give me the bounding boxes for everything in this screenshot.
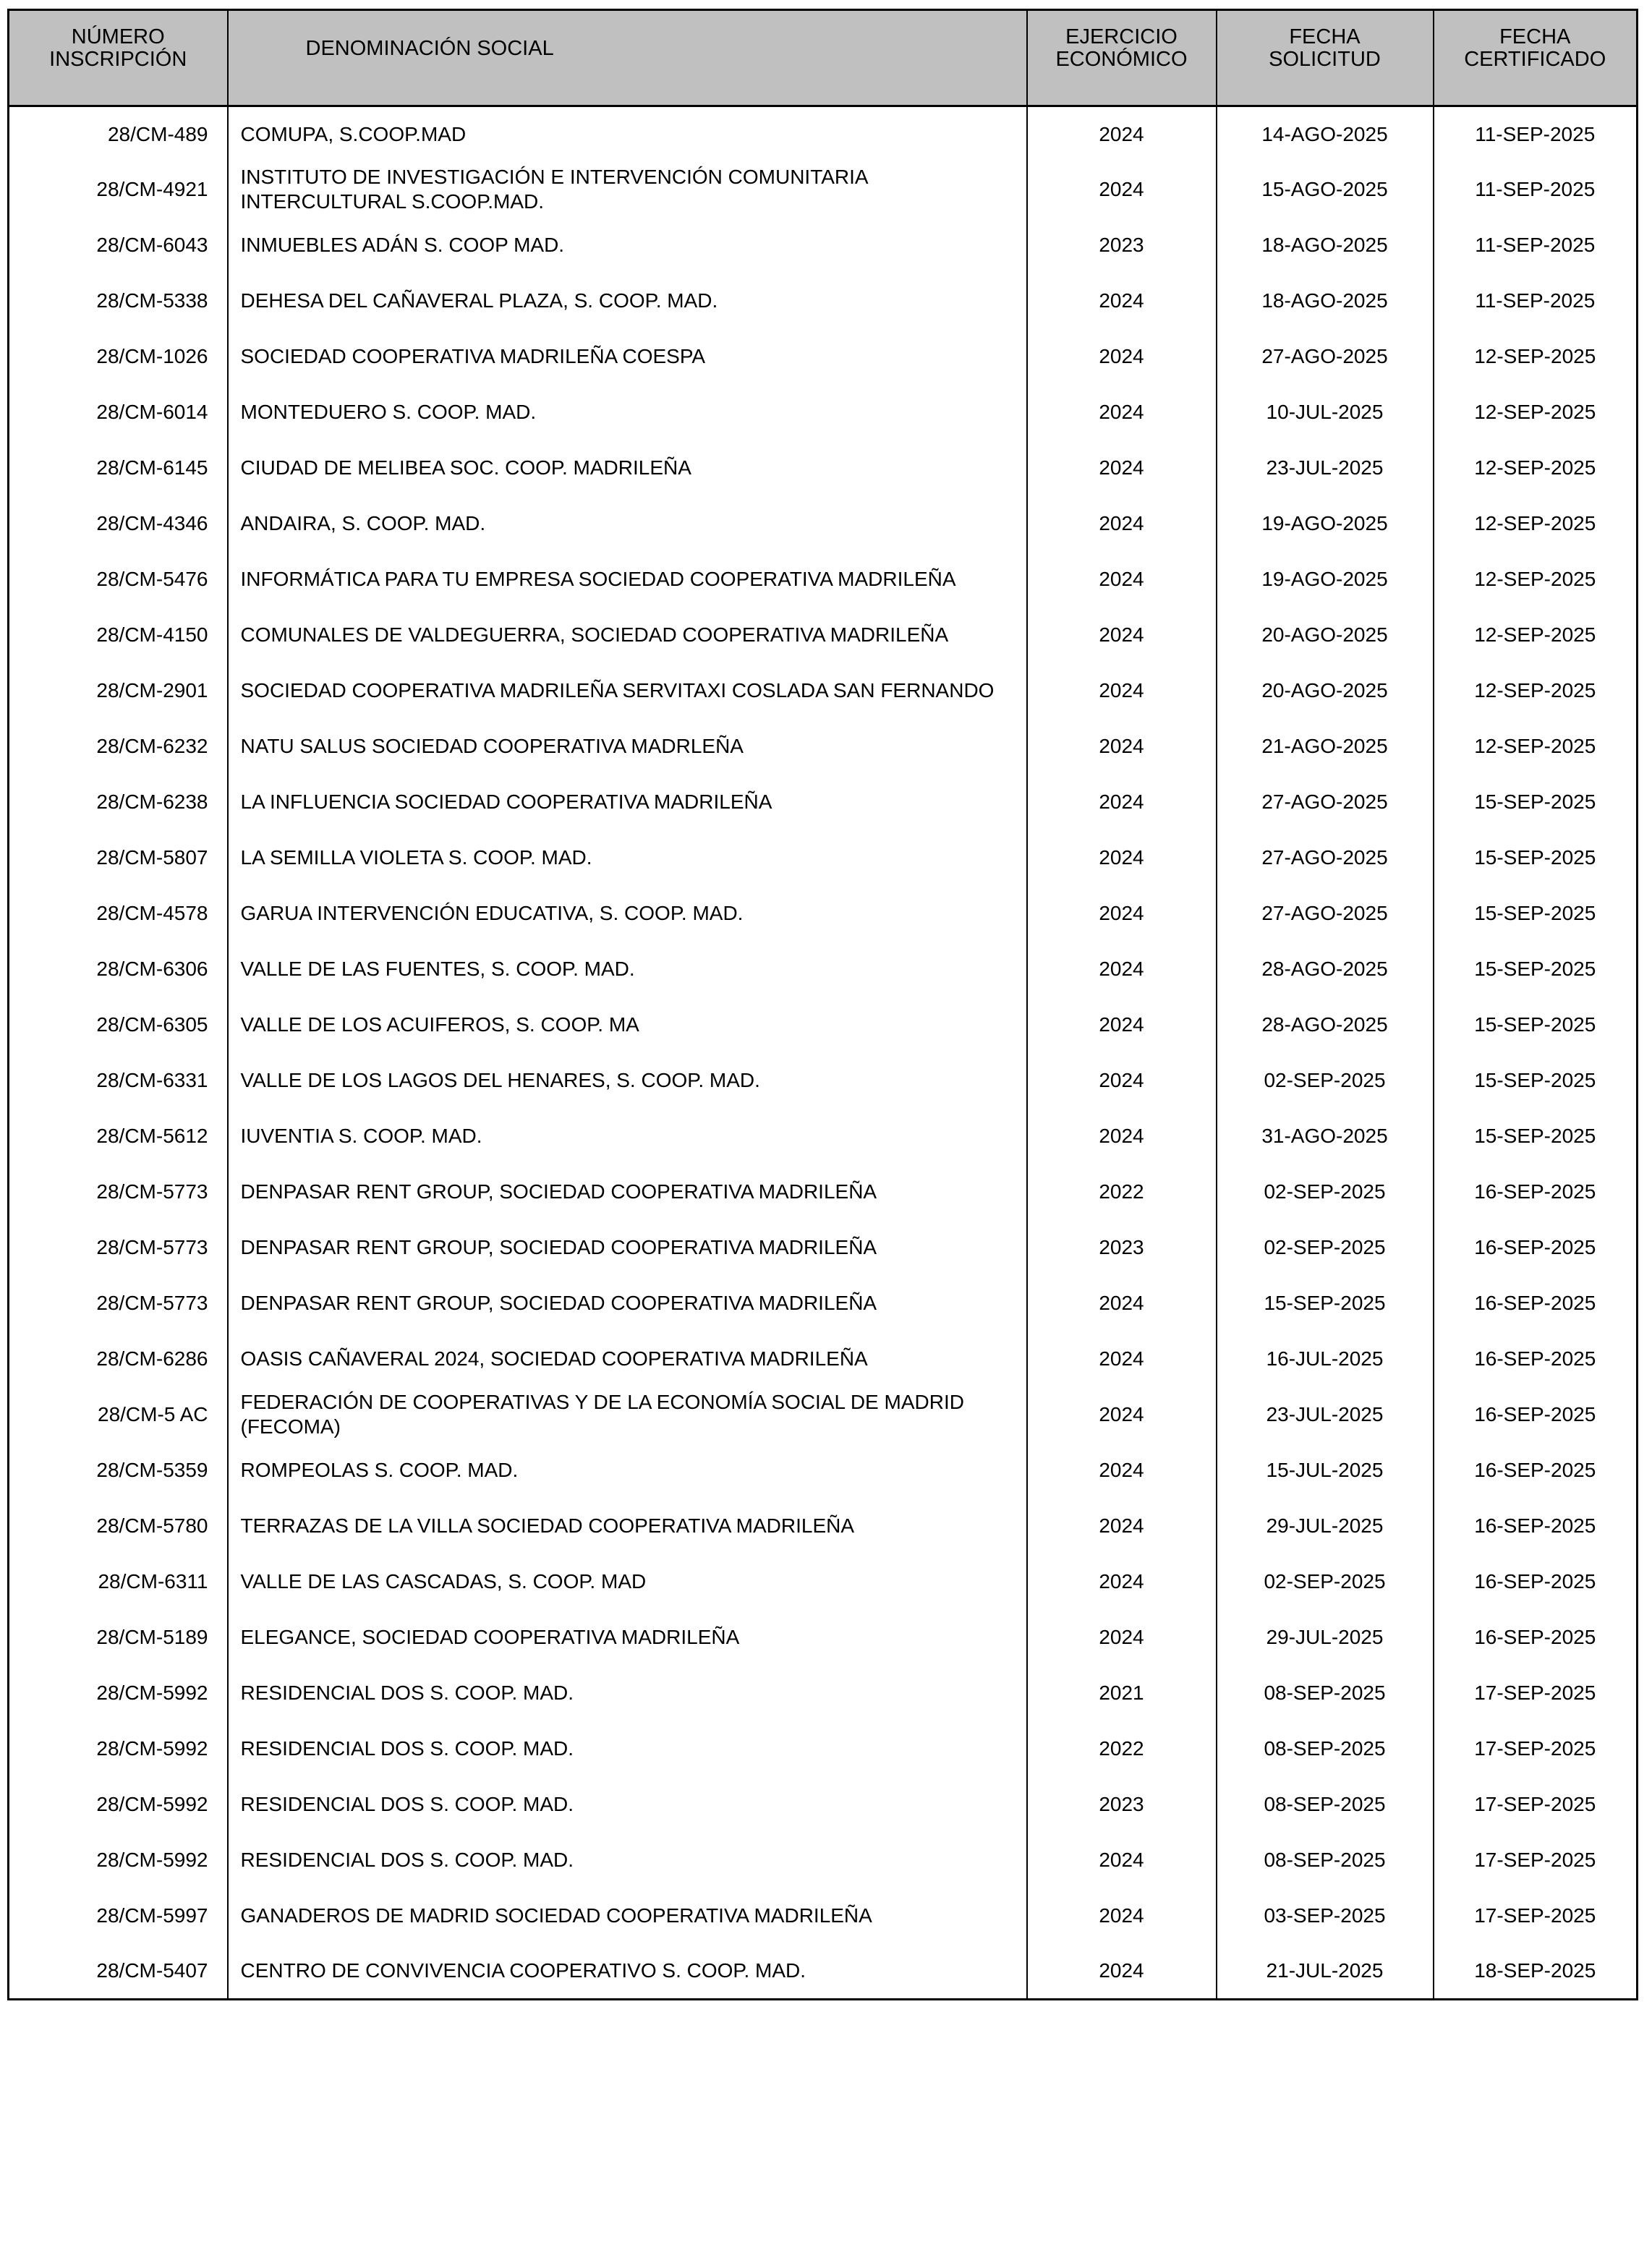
cell-fecha-solicitud: 27-AGO-2025 [1217, 775, 1434, 830]
cell-denominacion-social: RESIDENCIAL DOS S. COOP. MAD. [228, 1721, 1027, 1777]
cell-denominacion-social: VALLE DE LAS FUENTES, S. COOP. MAD. [228, 942, 1027, 997]
table-row [9, 1721, 1638, 1777]
cell-fecha-certificado: 11-SEP-2025 [1434, 218, 1638, 273]
col-header-ejercicio-economico [1027, 10, 1217, 106]
cell-ejercicio-economico: 2024 [1027, 1276, 1217, 1331]
cell-ejercicio-economico: 2024 [1027, 273, 1217, 329]
cell-fecha-solicitud: 28-AGO-2025 [1217, 942, 1434, 997]
cell-fecha-certificado: 16-SEP-2025 [1434, 1276, 1638, 1331]
table-header-row [9, 10, 1638, 106]
cell-ejercicio-economico: 2024 [1027, 1833, 1217, 1888]
cell-denominacion-social: OASIS CAÑAVERAL 2024, SOCIEDAD COOPERATIVA MADRILEÑA [228, 1331, 1027, 1387]
cell-numero-inscripcion: 28/CM-5407 [9, 1944, 228, 2000]
cell-ejercicio-economico: 2023 [1027, 218, 1217, 273]
cell-fecha-solicitud: 19-AGO-2025 [1217, 496, 1434, 552]
cell-fecha-solicitud: 15-JUL-2025 [1217, 1443, 1434, 1499]
cell-fecha-certificado: 15-SEP-2025 [1434, 1053, 1638, 1109]
cell-numero-inscripcion: 28/CM-5807 [9, 830, 228, 886]
cell-fecha-certificado: 15-SEP-2025 [1434, 830, 1638, 886]
cell-fecha-solicitud: 27-AGO-2025 [1217, 886, 1434, 942]
cell-ejercicio-economico: 2024 [1027, 830, 1217, 886]
table-row [9, 552, 1638, 608]
cell-denominacion-social: VALLE DE LAS CASCADAS, S. COOP. MAD [228, 1554, 1027, 1610]
cell-ejercicio-economico: 2024 [1027, 886, 1217, 942]
cell-ejercicio-economico: 2024 [1027, 385, 1217, 440]
cell-fecha-certificado: 16-SEP-2025 [1434, 1610, 1638, 1666]
col-header-denominacion-social [228, 10, 1027, 106]
cell-fecha-certificado: 16-SEP-2025 [1434, 1164, 1638, 1220]
cell-fecha-solicitud: 08-SEP-2025 [1217, 1721, 1434, 1777]
cell-numero-inscripcion: 28/CM-5992 [9, 1833, 228, 1888]
cell-denominacion-social: TERRAZAS DE LA VILLA SOCIEDAD COOPERATIVA MADRILEÑA [228, 1499, 1027, 1554]
cell-ejercicio-economico: 2024 [1027, 1109, 1217, 1164]
cell-fecha-certificado: 16-SEP-2025 [1434, 1499, 1638, 1554]
cell-denominacion-social: RESIDENCIAL DOS S. COOP. MAD. [228, 1666, 1027, 1721]
cell-fecha-solicitud: 03-SEP-2025 [1217, 1888, 1434, 1944]
cell-numero-inscripcion: 28/CM-6014 [9, 385, 228, 440]
cell-fecha-solicitud: 29-JUL-2025 [1217, 1499, 1434, 1554]
cell-numero-inscripcion: 28/CM-4578 [9, 886, 228, 942]
table-row [9, 106, 1638, 162]
cell-fecha-certificado: 15-SEP-2025 [1434, 775, 1638, 830]
table-row [9, 1610, 1638, 1666]
cell-denominacion-social: GARUA INTERVENCIÓN EDUCATIVA, S. COOP. MAD. [228, 886, 1027, 942]
cell-numero-inscripcion: 28/CM-6043 [9, 218, 228, 273]
table-row [9, 1109, 1638, 1164]
cell-fecha-solicitud: 02-SEP-2025 [1217, 1053, 1434, 1109]
cell-fecha-certificado: 12-SEP-2025 [1434, 719, 1638, 775]
cell-ejercicio-economico: 2024 [1027, 1554, 1217, 1610]
cell-denominacion-social: ELEGANCE, SOCIEDAD COOPERATIVA MADRILEÑA [228, 1610, 1027, 1666]
cell-numero-inscripcion: 28/CM-6286 [9, 1331, 228, 1387]
table-row [9, 1833, 1638, 1888]
table-row [9, 830, 1638, 886]
cell-denominacion-social: IUVENTIA S. COOP. MAD. [228, 1109, 1027, 1164]
cell-fecha-solicitud: 19-AGO-2025 [1217, 552, 1434, 608]
table-row [9, 1387, 1638, 1443]
cell-numero-inscripcion: 28/CM-5476 [9, 552, 228, 608]
header-line: SOLICITUD [1269, 48, 1381, 71]
header-line: INSCRIPCIÓN [49, 48, 187, 71]
table-row [9, 1666, 1638, 1721]
cell-fecha-certificado: 12-SEP-2025 [1434, 552, 1638, 608]
cell-ejercicio-economico: 2024 [1027, 1331, 1217, 1387]
cell-fecha-certificado: 12-SEP-2025 [1434, 496, 1638, 552]
table-row [9, 608, 1638, 663]
cell-ejercicio-economico: 2024 [1027, 496, 1217, 552]
cell-fecha-solicitud: 14-AGO-2025 [1217, 106, 1434, 162]
cell-denominacion-social: SOCIEDAD COOPERATIVA MADRILEÑA COESPA [228, 329, 1027, 385]
table-row [9, 1220, 1638, 1276]
cell-denominacion-social: LA SEMILLA VIOLETA S. COOP. MAD. [228, 830, 1027, 886]
cell-ejercicio-economico: 2024 [1027, 552, 1217, 608]
cell-ejercicio-economico: 2024 [1027, 440, 1217, 496]
cell-numero-inscripcion: 28/CM-6232 [9, 719, 228, 775]
cell-ejercicio-economico: 2023 [1027, 1777, 1217, 1833]
cell-ejercicio-economico: 2024 [1027, 106, 1217, 162]
cell-denominacion-social: RESIDENCIAL DOS S. COOP. MAD. [228, 1833, 1027, 1888]
cell-fecha-certificado: 11-SEP-2025 [1434, 273, 1638, 329]
cell-fecha-certificado: 16-SEP-2025 [1434, 1554, 1638, 1610]
cell-fecha-solicitud: 08-SEP-2025 [1217, 1777, 1434, 1833]
cell-ejercicio-economico: 2024 [1027, 1443, 1217, 1499]
cell-fecha-solicitud: 20-AGO-2025 [1217, 663, 1434, 719]
col-header-numero-inscripcion [9, 10, 228, 106]
cell-ejercicio-economico: 2024 [1027, 162, 1217, 218]
cell-numero-inscripcion: 28/CM-5992 [9, 1777, 228, 1833]
cell-ejercicio-economico: 2022 [1027, 1164, 1217, 1220]
cell-denominacion-social: VALLE DE LOS ACUIFEROS, S. COOP. MA [228, 997, 1027, 1053]
cell-fecha-certificado: 11-SEP-2025 [1434, 162, 1638, 218]
cell-ejercicio-economico: 2024 [1027, 997, 1217, 1053]
cell-numero-inscripcion: 28/CM-5780 [9, 1499, 228, 1554]
cell-fecha-solicitud: 20-AGO-2025 [1217, 608, 1434, 663]
cell-fecha-certificado: 15-SEP-2025 [1434, 886, 1638, 942]
cell-ejercicio-economico: 2021 [1027, 1666, 1217, 1721]
cell-fecha-certificado: 12-SEP-2025 [1434, 663, 1638, 719]
table-row [9, 775, 1638, 830]
cell-numero-inscripcion: 28/CM-5359 [9, 1443, 228, 1499]
cell-fecha-solicitud: 16-JUL-2025 [1217, 1331, 1434, 1387]
cell-numero-inscripcion: 28/CM-5997 [9, 1888, 228, 1944]
cell-numero-inscripcion: 28/CM-4921 [9, 162, 228, 218]
cell-ejercicio-economico: 2024 [1027, 942, 1217, 997]
cell-fecha-solicitud: 21-AGO-2025 [1217, 719, 1434, 775]
table-row [9, 719, 1638, 775]
table-row [9, 1888, 1638, 1944]
cell-fecha-certificado: 17-SEP-2025 [1434, 1833, 1638, 1888]
cell-denominacion-social: SOCIEDAD COOPERATIVA MADRILEÑA SERVITAXI COSLADA SAN FERNANDO [228, 663, 1027, 719]
cell-fecha-solicitud: 29-JUL-2025 [1217, 1610, 1434, 1666]
cell-denominacion-social: CIUDAD DE MELIBEA SOC. COOP. MADRILEÑA [228, 440, 1027, 496]
cell-numero-inscripcion: 28/CM-4150 [9, 608, 228, 663]
cell-fecha-solicitud: 31-AGO-2025 [1217, 1109, 1434, 1164]
cell-fecha-certificado: 17-SEP-2025 [1434, 1888, 1638, 1944]
cell-denominacion-social: DENPASAR RENT GROUP, SOCIEDAD COOPERATIVA MADRILEÑA [228, 1276, 1027, 1331]
cell-denominacion-social: DENPASAR RENT GROUP, SOCIEDAD COOPERATIVA MADRILEÑA [228, 1164, 1027, 1220]
cell-fecha-solicitud: 23-JUL-2025 [1217, 1387, 1434, 1443]
cell-fecha-certificado: 18-SEP-2025 [1434, 1944, 1638, 2000]
cell-fecha-certificado: 15-SEP-2025 [1434, 1109, 1638, 1164]
cell-numero-inscripcion: 28/CM-6305 [9, 997, 228, 1053]
cell-fecha-certificado: 12-SEP-2025 [1434, 440, 1638, 496]
cell-denominacion-social: INSTITUTO DE INVESTIGACIÓN E INTERVENCIÓN COMUNITARIA INTERCULTURAL S.COOP.MAD. [228, 162, 1027, 218]
cell-fecha-solicitud: 08-SEP-2025 [1217, 1666, 1434, 1721]
header-line: NÚMERO [71, 25, 165, 48]
cell-numero-inscripcion: 28/CM-5338 [9, 273, 228, 329]
registry-table [7, 9, 1638, 2000]
cell-denominacion-social: INMUEBLES ADÁN S. COOP MAD. [228, 218, 1027, 273]
cell-fecha-solicitud: 21-JUL-2025 [1217, 1944, 1434, 2000]
col-header-fecha-solicitud [1217, 10, 1434, 106]
cell-ejercicio-economico: 2024 [1027, 1053, 1217, 1109]
cell-denominacion-social: ANDAIRA, S. COOP. MAD. [228, 496, 1027, 552]
cell-fecha-certificado: 12-SEP-2025 [1434, 385, 1638, 440]
col-header-fecha-certificado [1434, 10, 1638, 106]
cell-numero-inscripcion: 28/CM-2901 [9, 663, 228, 719]
cell-fecha-certificado: 12-SEP-2025 [1434, 608, 1638, 663]
table-row [9, 440, 1638, 496]
cell-fecha-solicitud: 15-SEP-2025 [1217, 1276, 1434, 1331]
cell-fecha-certificado: 16-SEP-2025 [1434, 1443, 1638, 1499]
cell-ejercicio-economico: 2024 [1027, 608, 1217, 663]
cell-ejercicio-economico: 2024 [1027, 1499, 1217, 1554]
cell-numero-inscripcion: 28/CM-489 [9, 106, 228, 162]
cell-ejercicio-economico: 2024 [1027, 775, 1217, 830]
table-row [9, 663, 1638, 719]
cell-fecha-solicitud: 15-AGO-2025 [1217, 162, 1434, 218]
cell-denominacion-social: CENTRO DE CONVIVENCIA COOPERATIVO S. COOP. MAD. [228, 1944, 1027, 2000]
cell-fecha-certificado: 16-SEP-2025 [1434, 1387, 1638, 1443]
cell-numero-inscripcion: 28/CM-6145 [9, 440, 228, 496]
cell-fecha-certificado: 17-SEP-2025 [1434, 1666, 1638, 1721]
cell-fecha-solicitud: 02-SEP-2025 [1217, 1554, 1434, 1610]
cell-ejercicio-economico: 2024 [1027, 329, 1217, 385]
cell-fecha-solicitud: 23-JUL-2025 [1217, 440, 1434, 496]
cell-fecha-solicitud: 02-SEP-2025 [1217, 1164, 1434, 1220]
table-row [9, 273, 1638, 329]
cell-numero-inscripcion: 28/CM-5773 [9, 1220, 228, 1276]
cell-ejercicio-economico: 2024 [1027, 663, 1217, 719]
header-line: DENOMINACIÓN SOCIAL [305, 36, 554, 60]
cell-fecha-certificado: 11-SEP-2025 [1434, 106, 1638, 162]
cell-denominacion-social: VALLE DE LOS LAGOS DEL HENARES, S. COOP. MAD. [228, 1053, 1027, 1109]
cell-numero-inscripcion: 28/CM-5612 [9, 1109, 228, 1164]
cell-denominacion-social: RESIDENCIAL DOS S. COOP. MAD. [228, 1777, 1027, 1833]
cell-fecha-solicitud: 27-AGO-2025 [1217, 830, 1434, 886]
cell-ejercicio-economico: 2024 [1027, 1387, 1217, 1443]
cell-fecha-certificado: 17-SEP-2025 [1434, 1721, 1638, 1777]
cell-denominacion-social: NATU SALUS SOCIEDAD COOPERATIVA MADRLEÑA [228, 719, 1027, 775]
cell-ejercicio-economico: 2023 [1027, 1220, 1217, 1276]
cell-fecha-solicitud: 18-AGO-2025 [1217, 273, 1434, 329]
table-row [9, 1944, 1638, 2000]
cell-ejercicio-economico: 2024 [1027, 1610, 1217, 1666]
table-row [9, 1554, 1638, 1610]
cell-numero-inscripcion: 28/CM-4346 [9, 496, 228, 552]
table-row [9, 1499, 1638, 1554]
cell-numero-inscripcion: 28/CM-6238 [9, 775, 228, 830]
cell-fecha-solicitud: 08-SEP-2025 [1217, 1833, 1434, 1888]
table-row [9, 329, 1638, 385]
cell-denominacion-social: FEDERACIÓN DE COOPERATIVAS Y DE LA ECONOMÍA SOCIAL DE MADRID (FECOMA) [228, 1387, 1027, 1443]
cell-fecha-solicitud: 10-JUL-2025 [1217, 385, 1434, 440]
cell-denominacion-social: LA INFLUENCIA SOCIEDAD COOPERATIVA MADRILEÑA [228, 775, 1027, 830]
cell-denominacion-social: COMUNALES DE VALDEGUERRA, SOCIEDAD COOPERATIVA MADRILEÑA [228, 608, 1027, 663]
cell-denominacion-social: DENPASAR RENT GROUP, SOCIEDAD COOPERATIVA MADRILEÑA [228, 1220, 1027, 1276]
cell-numero-inscripcion: 28/CM-5 AC [9, 1387, 228, 1443]
table-row [9, 496, 1638, 552]
table-row [9, 162, 1638, 218]
cell-numero-inscripcion: 28/CM-6331 [9, 1053, 228, 1109]
cell-fecha-solicitud: 18-AGO-2025 [1217, 218, 1434, 273]
cell-fecha-certificado: 15-SEP-2025 [1434, 997, 1638, 1053]
cell-numero-inscripcion: 28/CM-5773 [9, 1276, 228, 1331]
cell-ejercicio-economico: 2024 [1027, 1944, 1217, 2000]
cell-ejercicio-economico: 2024 [1027, 719, 1217, 775]
cell-fecha-certificado: 15-SEP-2025 [1434, 942, 1638, 997]
table-row [9, 1164, 1638, 1220]
cell-denominacion-social: DEHESA DEL CAÑAVERAL PLAZA, S. COOP. MAD. [228, 273, 1027, 329]
cell-ejercicio-economico: 2022 [1027, 1721, 1217, 1777]
cell-numero-inscripcion: 28/CM-5992 [9, 1721, 228, 1777]
header-line: EJERCICIO [1065, 25, 1178, 48]
cell-numero-inscripcion: 28/CM-6306 [9, 942, 228, 997]
cell-denominacion-social: INFORMÁTICA PARA TU EMPRESA SOCIEDAD COOPERATIVA MADRILEÑA [228, 552, 1027, 608]
cell-fecha-solicitud: 02-SEP-2025 [1217, 1220, 1434, 1276]
cell-numero-inscripcion: 28/CM-5773 [9, 1164, 228, 1220]
cell-numero-inscripcion: 28/CM-1026 [9, 329, 228, 385]
cell-fecha-solicitud: 27-AGO-2025 [1217, 329, 1434, 385]
table-row [9, 942, 1638, 997]
table-row [9, 385, 1638, 440]
table-row [9, 1053, 1638, 1109]
cell-fecha-certificado: 16-SEP-2025 [1434, 1220, 1638, 1276]
cell-ejercicio-economico: 2024 [1027, 1888, 1217, 1944]
table-row [9, 1443, 1638, 1499]
header-line: ECONÓMICO [1055, 48, 1188, 71]
cell-numero-inscripcion: 28/CM-6311 [9, 1554, 228, 1610]
table-row [9, 997, 1638, 1053]
cell-denominacion-social: ROMPEOLAS S. COOP. MAD. [228, 1443, 1027, 1499]
cell-numero-inscripcion: 28/CM-5189 [9, 1610, 228, 1666]
cell-numero-inscripcion: 28/CM-5992 [9, 1666, 228, 1721]
table-row [9, 1331, 1638, 1387]
cell-denominacion-social: COMUPA, S.COOP.MAD [228, 106, 1027, 162]
cell-fecha-certificado: 17-SEP-2025 [1434, 1777, 1638, 1833]
table-row [9, 1777, 1638, 1833]
header-line: FECHA [1499, 25, 1571, 48]
cell-fecha-solicitud: 28-AGO-2025 [1217, 997, 1434, 1053]
table-row [9, 1276, 1638, 1331]
header-line: CERTIFICADO [1464, 48, 1606, 71]
table-row [9, 218, 1638, 273]
cell-denominacion-social: GANADEROS DE MADRID SOCIEDAD COOPERATIVA MADRILEÑA [228, 1888, 1027, 1944]
header-line: FECHA [1289, 25, 1361, 48]
cell-denominacion-social: MONTEDUERO S. COOP. MAD. [228, 385, 1027, 440]
cell-fecha-certificado: 12-SEP-2025 [1434, 329, 1638, 385]
cell-fecha-certificado: 16-SEP-2025 [1434, 1331, 1638, 1387]
table-row [9, 886, 1638, 942]
